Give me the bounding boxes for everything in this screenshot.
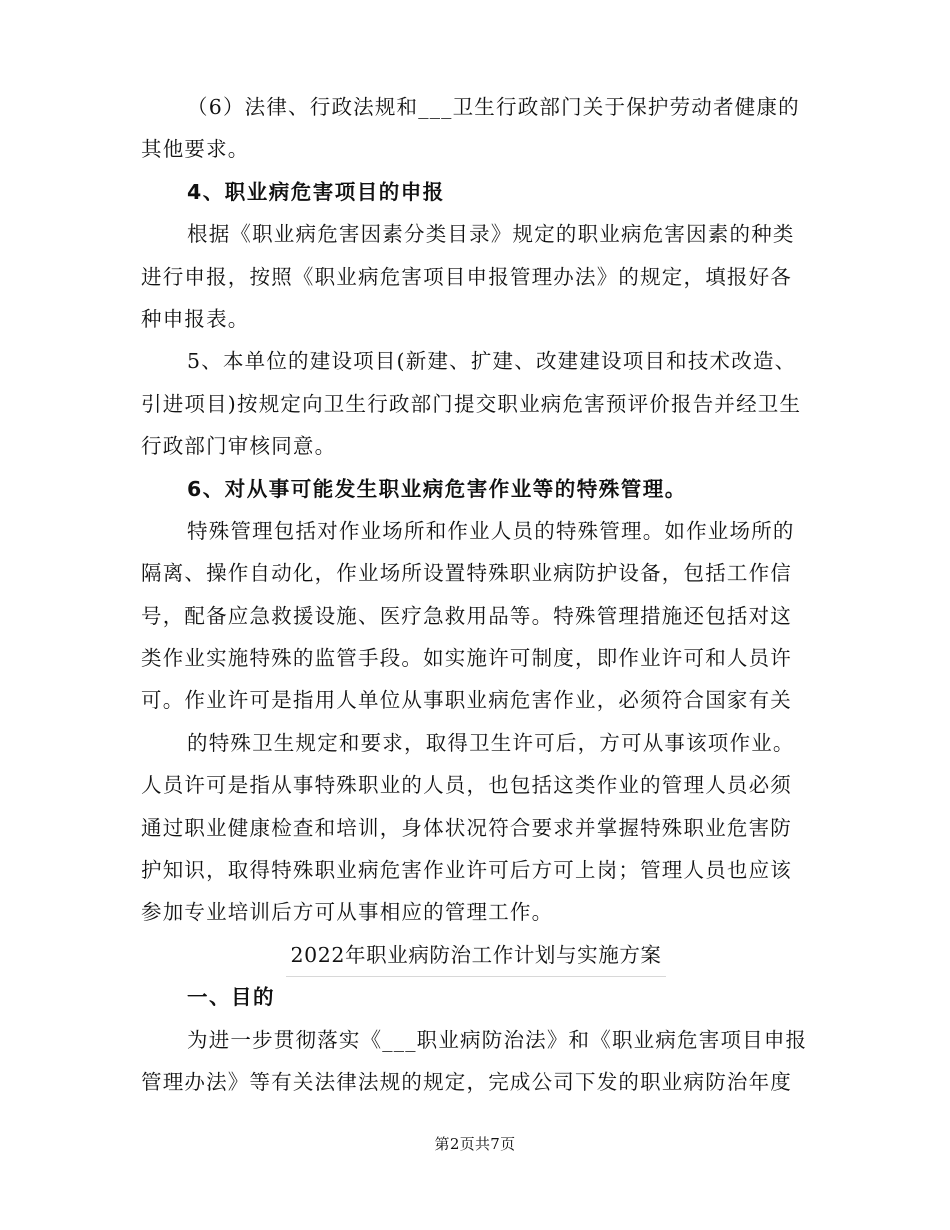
paragraph-line: 5、本单位的建设项目(新建、扩建、改建建设项目和技术改造、 [187, 349, 797, 374]
paragraph-line: 号，配备应急救援设施、医疗急救用品等。特殊管理措施还包括对这 [141, 603, 792, 628]
paragraph-line: 其他要求。 [141, 137, 250, 162]
paragraph-line: 通过职业健康检查和培训，身体状况符合要求并掌握特殊职业危害防 [141, 815, 792, 840]
paragraph-line: （6）法律、行政法规和___卫生行政部门关于保护劳动者健康的 [187, 95, 800, 119]
paragraph-line: 参加专业培训后方可从事相应的管理工作。 [141, 900, 554, 925]
paragraph-line: 进行申报，按照《职业病危害项目申报管理办法》的规定，填报好各 [141, 264, 792, 289]
paragraph-line: 管理办法》等有关法律法规的规定，完成公司下发的职业病防治年度 [141, 1069, 792, 1094]
paragraph-line: 为进一步贯彻落实《___职业病防治法》和《职业病危害项目申报 [187, 1027, 808, 1052]
section-heading: 一、目的 [187, 985, 275, 1010]
document-title-text: 2022年职业病防治工作计划与实施方案 [286, 934, 665, 977]
paragraph-line: 人员许可是指从事特殊职业的人员，也包括这类作业的管理人员必须 [141, 773, 792, 798]
section-heading: 6、对从事可能发生职业病危害作业等的特殊管理。 [187, 476, 687, 501]
paragraph-line: 特殊管理包括对作业场所和作业人员的特殊管理。如作业场所的 [187, 518, 795, 543]
paragraph-line: 可。作业许可是指用人单位从事职业病危害作业，必须符合国家有关 [141, 688, 792, 713]
paragraph-line: 引进项目)按规定向卫生行政部门提交职业病危害预评价报告并经卫生 [141, 391, 802, 416]
paragraph-line: 行政部门审核同意。 [141, 434, 337, 459]
section-heading: 4、职业病危害项目的申报 [187, 179, 445, 204]
paragraph-line: 种申报表。 [141, 306, 250, 331]
document-body [141, 86, 811, 1103]
paragraph-line: 类作业实施特殊的监管手段。如实施许可制度，即作业许可和人员许 [141, 646, 792, 671]
document-title [141, 934, 811, 976]
paragraph-line: 护知识，取得特殊职业病危害作业许可后方可上岗；管理人员也应该 [141, 858, 792, 883]
page-number-footer: 第2页共7页 [434, 1135, 516, 1153]
paragraph-line: 的特殊卫生规定和要求，取得卫生许可后，方可从事该项作业。 [187, 730, 795, 755]
paragraph-line: 隔离、操作自动化，作业场所设置特殊职业病防护设备，包括工作信 [141, 561, 792, 586]
paragraph-line: 根据《职业病危害因素分类目录》规定的职业病危害因素的种类 [187, 222, 795, 247]
